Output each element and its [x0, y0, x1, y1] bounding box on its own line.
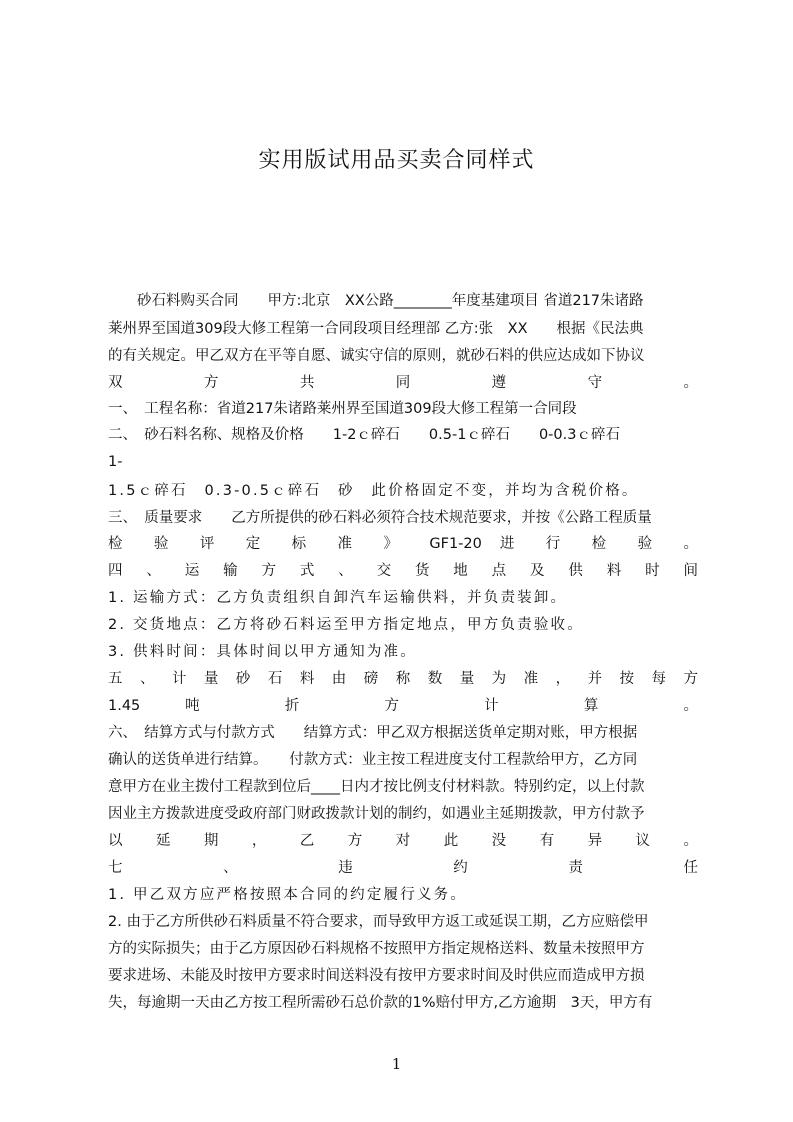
paragraph-line: 1.45 吨 折 方 计 算 。 [108, 698, 698, 714]
section-heading: 五 、 计 量 砂 石 料 由 磅 称 数 量 为 准 ， 并 按 每 方 [108, 671, 698, 687]
section-heading: 七 、 违 约 责 任 [108, 860, 698, 876]
paragraph-line: 砂石料购买合同 甲方:北京 XX公路________年度基建项目 省道217朱诸路 [108, 293, 644, 309]
page-number: 1 [391, 1055, 402, 1073]
paragraph-line: 失，每逾期一天由乙方按工程所需砂石总价款的1%赔付甲方,乙方逾期 3天，甲方有 [108, 995, 653, 1011]
paragraph-line: 的有关规定。甲乙双方在平等自愿、诚实守信的原则，就砂石料的供应达成如下协议 [108, 348, 645, 364]
list-item: 1. 运输方式：乙方负责组织自卸汽车运输供料，并负责装卸。 [108, 590, 568, 606]
paragraph-line: 要求进场、未能及时按甲方要求时间送料没有按甲方要求时间及时供应而造成甲方损 [108, 968, 645, 984]
list-item: 1. 甲乙双方应严格按照本合同的约定履行义务。 [108, 887, 468, 903]
paragraph-line: 意甲方在业主拨付工程款到位后____日内才按比例支付材料款。特别约定，以上付款 [108, 779, 645, 795]
section-heading: 三、 质量要求 乙方所提供的砂石料必须符合技术规范要求，并按《公路工程质量 [108, 510, 652, 526]
section-heading: 二、 砂石料名称、规格及价格 1-2ｃ碎石 0.5-1ｃ碎石 0-0.3ｃ碎石 [108, 427, 620, 443]
list-item: 2. 由于乙方所供砂石料质量不符合要求，而导致甲方返工或延误工期，乙方应赔偿甲 [108, 914, 649, 930]
paragraph-line: 1- [108, 454, 123, 470]
paragraph-line: 检 验 评 定 标 准 》 GF1-20 进 行 检 验 。 [108, 536, 698, 552]
paragraph-line: 双 方 共 同 遵 守 。 [108, 375, 698, 391]
document-body [108, 0, 698, 1050]
paragraph-line: 因业主方拨款进度受政府部门财政拨款计划的制约，如遇业主延期拨款，甲方付款予 [108, 806, 645, 822]
paragraph-line: 以 延 期 ， 乙 方 对 此 没 有 异 议 。 [108, 833, 698, 849]
document-title: 实用版试用品买卖合同样式 [258, 148, 535, 173]
list-item: 2. 交货地点：乙方将砂石料运至甲方指定地点，甲方负责验收。 [108, 617, 584, 633]
section-heading: 六、 结算方式与付款方式 结算方式：甲乙双方根据送货单定期对账，甲方根据 [108, 725, 638, 741]
paragraph-line: 1.5ｃ碎石 0.3-0.5ｃ碎石 砂 此价格固定不变，并均为含税价格。 [108, 483, 639, 499]
paragraph-line: 方的实际损失；由于乙方原因砂石料规格不按照甲方指定规格送料、数量未按照甲方 [108, 941, 645, 957]
paragraph-line: 确认的送货单进行结算。 付款方式：业主按工程进度支付工程款给甲方，乙方同 [108, 752, 638, 768]
section-heading: 一、 工程名称：省道217朱诸路莱州界至国道309段大修工程第一合同段 [108, 401, 577, 417]
paragraph-line: 莱州界至国道309段大修工程第一合同段项目经理部 乙方:张 XX 根据《民法典 [108, 321, 644, 337]
list-item: 3. 供料时间：具体时间以甲方通知为准。 [108, 644, 417, 660]
section-heading: 四 、 运 输 方 式 、 交 货 地 点 及 供 料 时 间 [108, 563, 698, 579]
